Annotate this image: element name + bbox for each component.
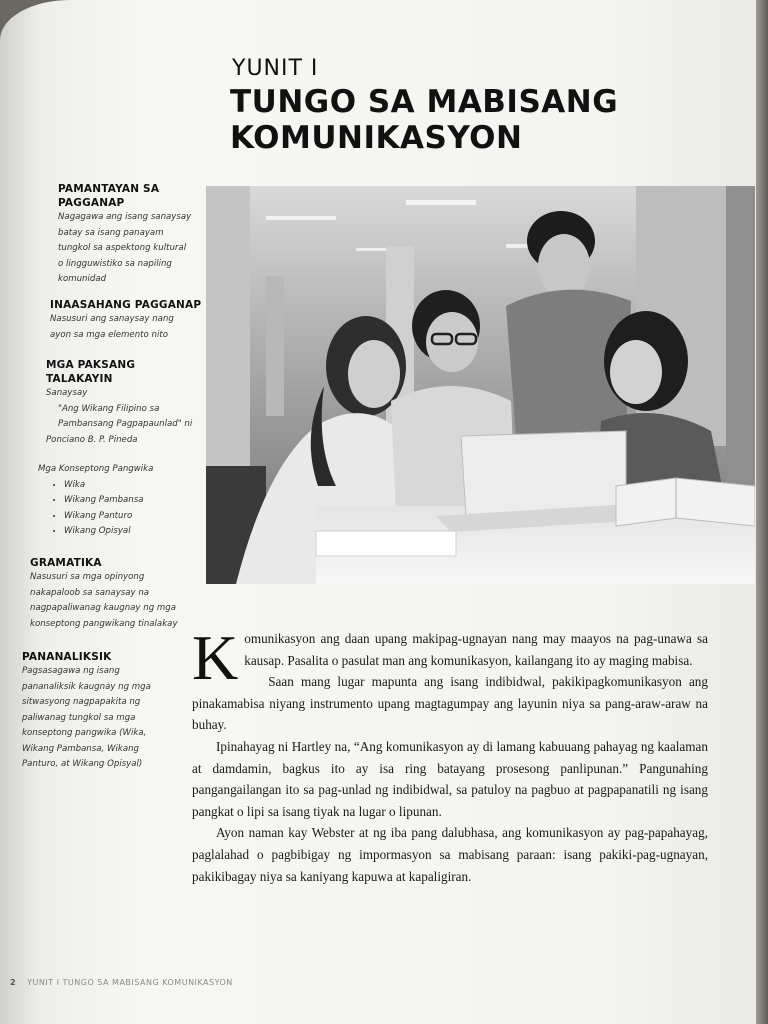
pamantayan-line: komunidad <box>58 274 107 284</box>
gramatika-line: nakapaloob sa sanaysay na <box>30 587 150 598</box>
konsepto-section <box>38 462 208 540</box>
konsepto-intro: Mga Konseptong Pangwika <box>38 464 154 474</box>
paragraph-1-text: omunikasyon ang daan upang makipag-ugnayan nang may maayos na pag-unawa sa kausap. Pasalita o pasulat man ang komunikasyon, kailangang ito ay maging mabisa. <box>244 631 708 668</box>
title-line-2: KOMUNIKASYON <box>230 120 523 156</box>
pananaliksik-line: Panturo, at Wikang Opisyal) <box>22 759 143 769</box>
pananaliksik-heading: PANANALIKSIK <box>22 651 112 663</box>
inaasahan-heading: INAASAHANG PAGGANAP <box>50 299 202 311</box>
pananaliksik-line: konseptong pangwika (Wika, <box>22 728 147 738</box>
title-line-1: TUNGO SA MABISANG <box>230 84 619 120</box>
students-photo-illustration <box>206 186 755 584</box>
paksa-line: Ponciano B. P. Pineda <box>46 434 138 445</box>
page-edge-shadow <box>756 0 768 1024</box>
pamantayan-heading-1: PAMANTAYAN SA <box>58 183 160 195</box>
inaasahan-section <box>50 298 210 343</box>
paksa-section <box>46 358 211 448</box>
pananaliksik-line: Pagsasagawa ng isang <box>22 666 120 676</box>
inaasahan-line: ayon sa mga elemento nito <box>50 329 168 340</box>
drop-cap: K <box>192 622 239 693</box>
pamantayan-line: tungkol sa aspektong kultural <box>58 243 187 253</box>
paksa-line: "Ang Wikang Filipino sa <box>58 403 160 414</box>
page-title <box>230 84 618 156</box>
list-item: • Wikang Panturo <box>64 509 208 525</box>
pananaliksik-line: paliwanag tungkol sa mga <box>22 712 136 723</box>
pananaliksik-line: pananaliksik kaugnay ng mga <box>22 681 151 692</box>
paksa-heading-2: TALAKAYIN <box>46 373 113 385</box>
pamantayan-line: Nagagawa ang isang sanaysay <box>58 212 192 222</box>
paksa-line: Pambansang Pagpapaunlad" ni <box>58 419 193 429</box>
paksa-line: Sanaysay <box>46 388 88 398</box>
pamantayan-line: o lingguwistiko sa napiling <box>58 258 172 269</box>
unit-label: YUNIT I <box>232 56 319 81</box>
paragraph-2: Saan mang lugar mapunta ang isang indibidwal, pakikipagkomunikasyon ang pinakamabisa niyang instrumento upang magtagumpay ang layunin niya sa pang-araw-araw na buhay. <box>192 674 708 733</box>
gramatika-section <box>30 556 210 632</box>
pananaliksik-line: sitwasyong nagpapakita ng <box>22 697 141 707</box>
gramatika-heading: GRAMATIKA <box>30 557 102 569</box>
pamantayan-heading-2: PAGGANAP <box>58 197 125 209</box>
pananaliksik-section <box>22 650 200 773</box>
pamantayan-section <box>58 182 208 288</box>
konsepto-list <box>38 478 208 540</box>
list-item: • Wika <box>64 478 208 494</box>
gramatika-line: nagpapaliwanag kaugnay ng mga <box>30 603 176 613</box>
pamantayan-line: batay sa isang panayam <box>58 227 164 238</box>
students-photo <box>206 186 755 584</box>
running-title: YUNIT I TUNGO SA MABISANG KOMUNIKASYON <box>27 978 233 987</box>
page-footer <box>10 978 233 987</box>
paragraph-1 <box>192 622 708 693</box>
gramatika-line: Nasusuri sa mga opinyong <box>30 572 145 582</box>
paragraph-4: Ayon naman kay Webster at ng iba pang dalubhasa, ang komunikasyon ay pag-papahayag, paglalahad o pagbibigay ng impormasyon sa mabisang paraan: isang pakiki-pag-ugnayan, pakikibagay niya sa kaniyang kapuwa at kapaligiran. <box>192 825 708 884</box>
gramatika-line: konseptong pangwikang tinalakay <box>30 618 178 629</box>
pananaliksik-line: Wikang Pambansa, Wikang <box>22 743 139 754</box>
inaasahan-line: Nasusuri ang sanaysay nang <box>50 314 174 324</box>
list-item: • Wikang Pambansa <box>64 493 208 509</box>
body-text <box>192 622 708 887</box>
paragraph-3: Ipinahayag ni Hartley na, “Ang komunikasyon ay di lamang kabuuang pahayag ng kaalaman at damdamin, bagkus ito ay isa ring batayang prosesong panlipunan.” Pangunahing pangangailangan ito sa pag-unlad ng indibidwal, sa patuloy na pagbuo at pagpapanatili ng isang pangkat o lipi sa isang tiyak na lugar o lipunan. <box>192 738 708 819</box>
page-number: 2 <box>10 978 17 987</box>
list-item: • Wikang Opisyal <box>64 524 208 540</box>
paksa-heading-1: MGA PAKSANG <box>46 359 136 371</box>
